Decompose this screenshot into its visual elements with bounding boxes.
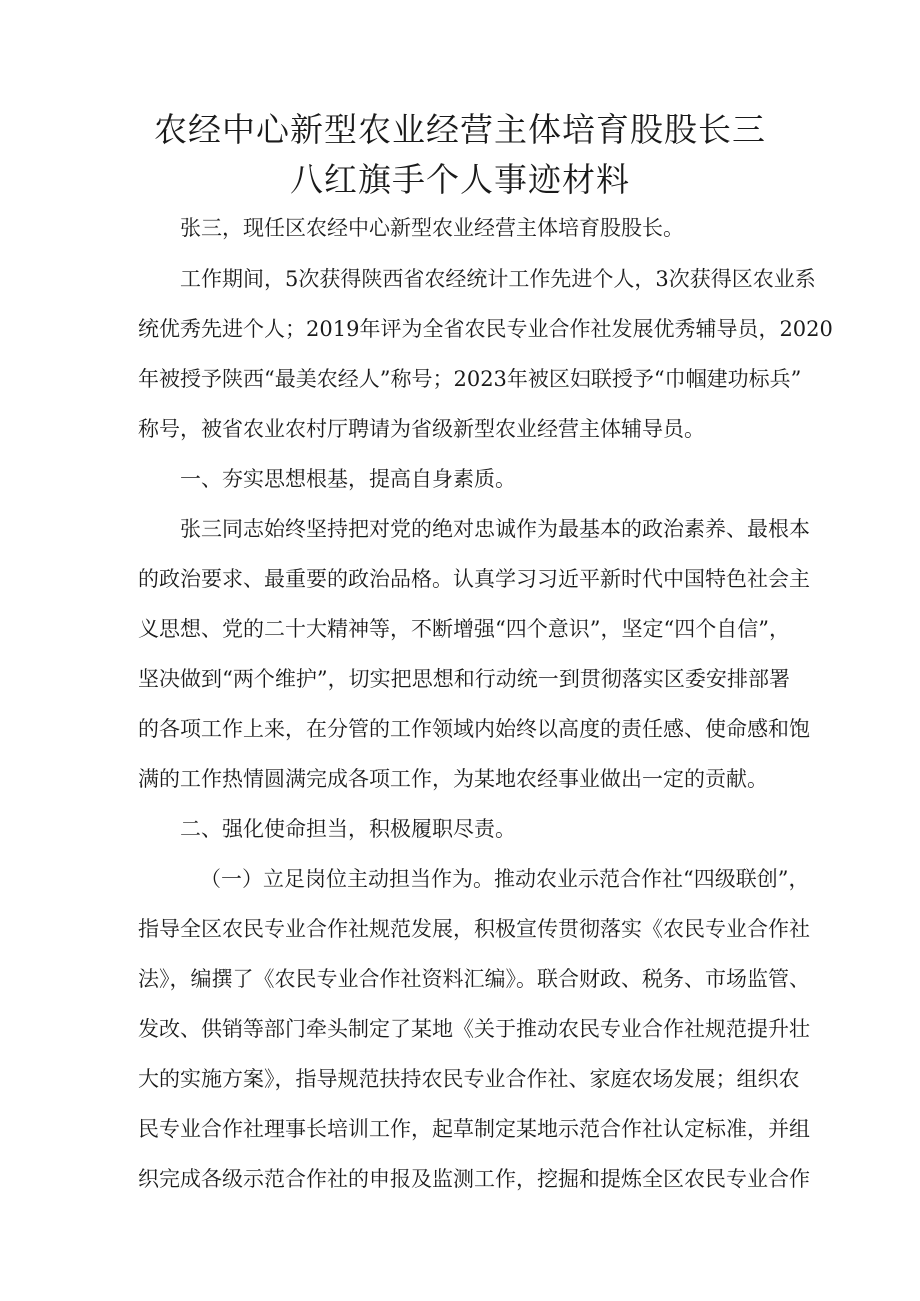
body-line: 的政治要求、最重要的政治品格。认真学习习近平新时代中国特色社会主 — [138, 567, 810, 591]
intro-paragraph: 张三，现任区农经中心新型农业经营主体培育股股长。 — [180, 216, 684, 240]
section-heading-1: 一、夯实思想根基，提高自身素质。 — [180, 467, 516, 491]
subsection-line: （一）立足岗位主动担当作为。推动农业示范合作社“四级联创”， — [200, 867, 810, 891]
document-title-line-2: 八红旗手个人事迹材料 — [290, 160, 630, 199]
body-line: 织完成各级示范合作社的申报及监测工作，挖掘和提炼全区农民专业合作 — [138, 1167, 810, 1191]
body-line: 大的实施方案》，指导规范扶持农民专业合作社、家庭农场发展；组织农 — [138, 1067, 800, 1091]
body-line: 坚决做到“两个维护”，切实把思想和行动统一到贯彻落实区委安排部署 — [138, 667, 790, 691]
document-title-line-1: 农经中心新型农业经营主体培育股股长三 — [154, 110, 766, 149]
body-line: 满的工作热情圆满完成各项工作，为某地农经事业做出一定的贡献。 — [138, 767, 768, 791]
body-line: 统优秀先进个人；2019年评为全省农民专业合作社发展优秀辅导员，2020 — [138, 317, 833, 341]
body-line: 发改、供销等部门牵头制定了某地《关于推动农民专业合作社规范提升壮 — [138, 1017, 810, 1041]
body-line: 指导全区农民专业合作社规范发展，积极宣传贯彻落实《农民专业合作社 — [138, 917, 810, 941]
body-line: 年被授予陕西“最美农经人”称号；2023年被区妇联授予“巾帼建功标兵” — [138, 367, 802, 391]
body-line: 张三同志始终坚持把对党的绝对忠诚作为最基本的政治素养、最根本 — [180, 517, 810, 541]
body-line: 工作期间，5次获得陕西省农经统计工作先进个人，3次获得区农业系 — [180, 267, 816, 291]
section-heading-2: 二、强化使命担当，积极履职尽责。 — [180, 817, 516, 841]
body-line: 称号，被省农业农村厅聘请为省级新型农业经营主体辅导员。 — [138, 417, 705, 441]
body-line: 义思想、党的二十大精神等，不断增强“四个意识”，坚定“四个自信”， — [138, 617, 790, 641]
body-line: 法》，编撰了《农民专业合作社资料汇编》。联合财政、税务、市场监管、 — [138, 967, 810, 991]
body-line: 的各项工作上来，在分管的工作领域内始终以高度的责任感、使命感和饱 — [138, 717, 810, 741]
body-line: 民专业合作社理事长培训工作，起草制定某地示范合作社认定标准，并组 — [138, 1117, 810, 1141]
